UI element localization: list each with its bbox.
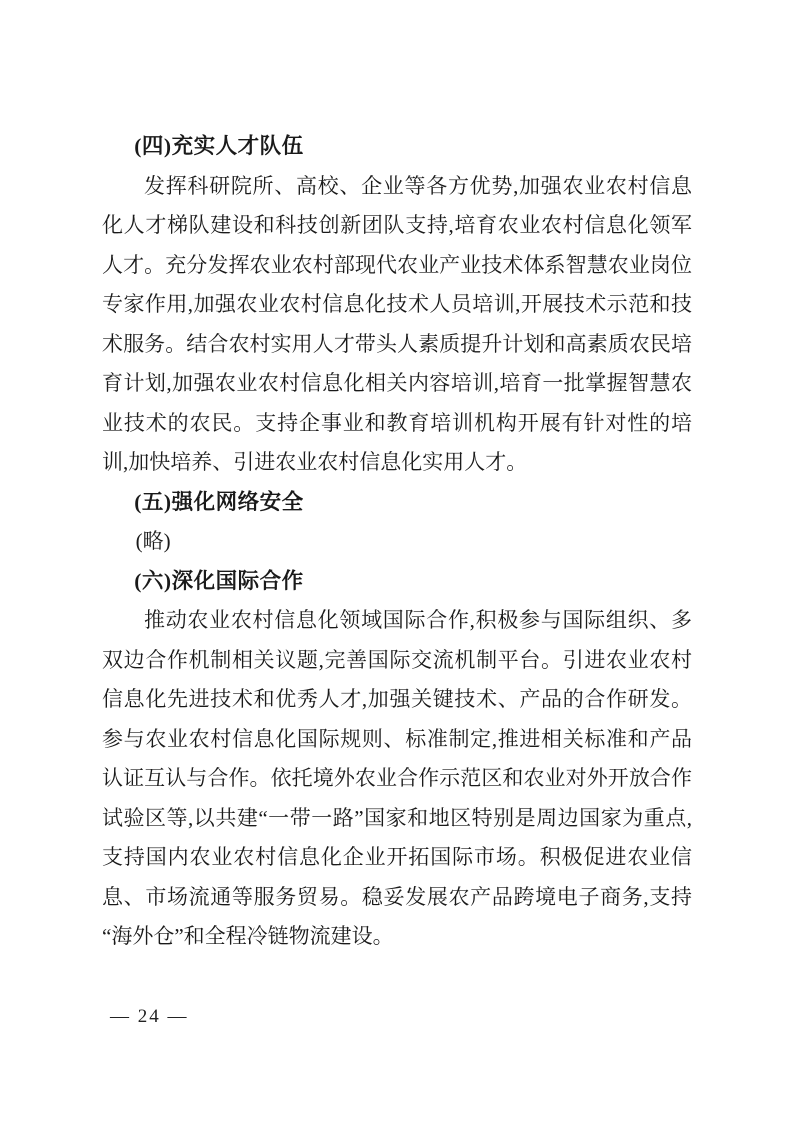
paragraph-omitted: (略) [135, 529, 171, 553]
paragraph-talent-team: 发挥科研院所、高校、企业等各方优势,加强农业农村信息化人才梯队建设和科技创新团队支持,培育农业农村信息化领军人才。充分发挥农业农村部现代农业产业技术体系智慧农业岗位专家作用,加强农业农村信息化技术人员培训,开展技术示范和技术服务。结合农村实用人才带头人素质提升计划和高素质农民培育计划,加强农业农村信息化相关内容培训,培育一批掌握智慧农业技术的农民。支持企事业和教育培训机构开展有针对性的培训,加快培养、引进农业农村信息化实用人才。 [102, 173, 692, 474]
document-body [102, 127, 692, 957]
section-heading-wu-network-security: (五)强化网络安全 [134, 489, 304, 514]
page-number: — 24 — [110, 1006, 189, 1027]
section-heading-si-talent-team: (四)充实人才队伍 [134, 134, 304, 158]
section-heading-liu-international-cooperation: (六)深化国际合作 [134, 568, 304, 593]
paragraph-international-cooperation: 推动农业农村信息化领域国际合作,积极参与国际组织、多双边合作机制相关议题,完善国际交流机制平台。引进农业农村信息化先进技术和优秀人才,加强关键技术、产品的合作研发。参与农业农村信息化国际规则、标准制定,推进相关标准和产品认证互认与合作。依托境外农业合作示范区和农业对外开放合作试验区等,以共建“一带一路”国家和地区特别是周边国家为重点,支持国内农业农村信息化企业开拓国际市场。积极促进农业信息、市场流通等服务贸易。稳妥发展农产品跨境电子商务,支持“海外仓”和全程冷链物流建设。 [102, 608, 692, 948]
